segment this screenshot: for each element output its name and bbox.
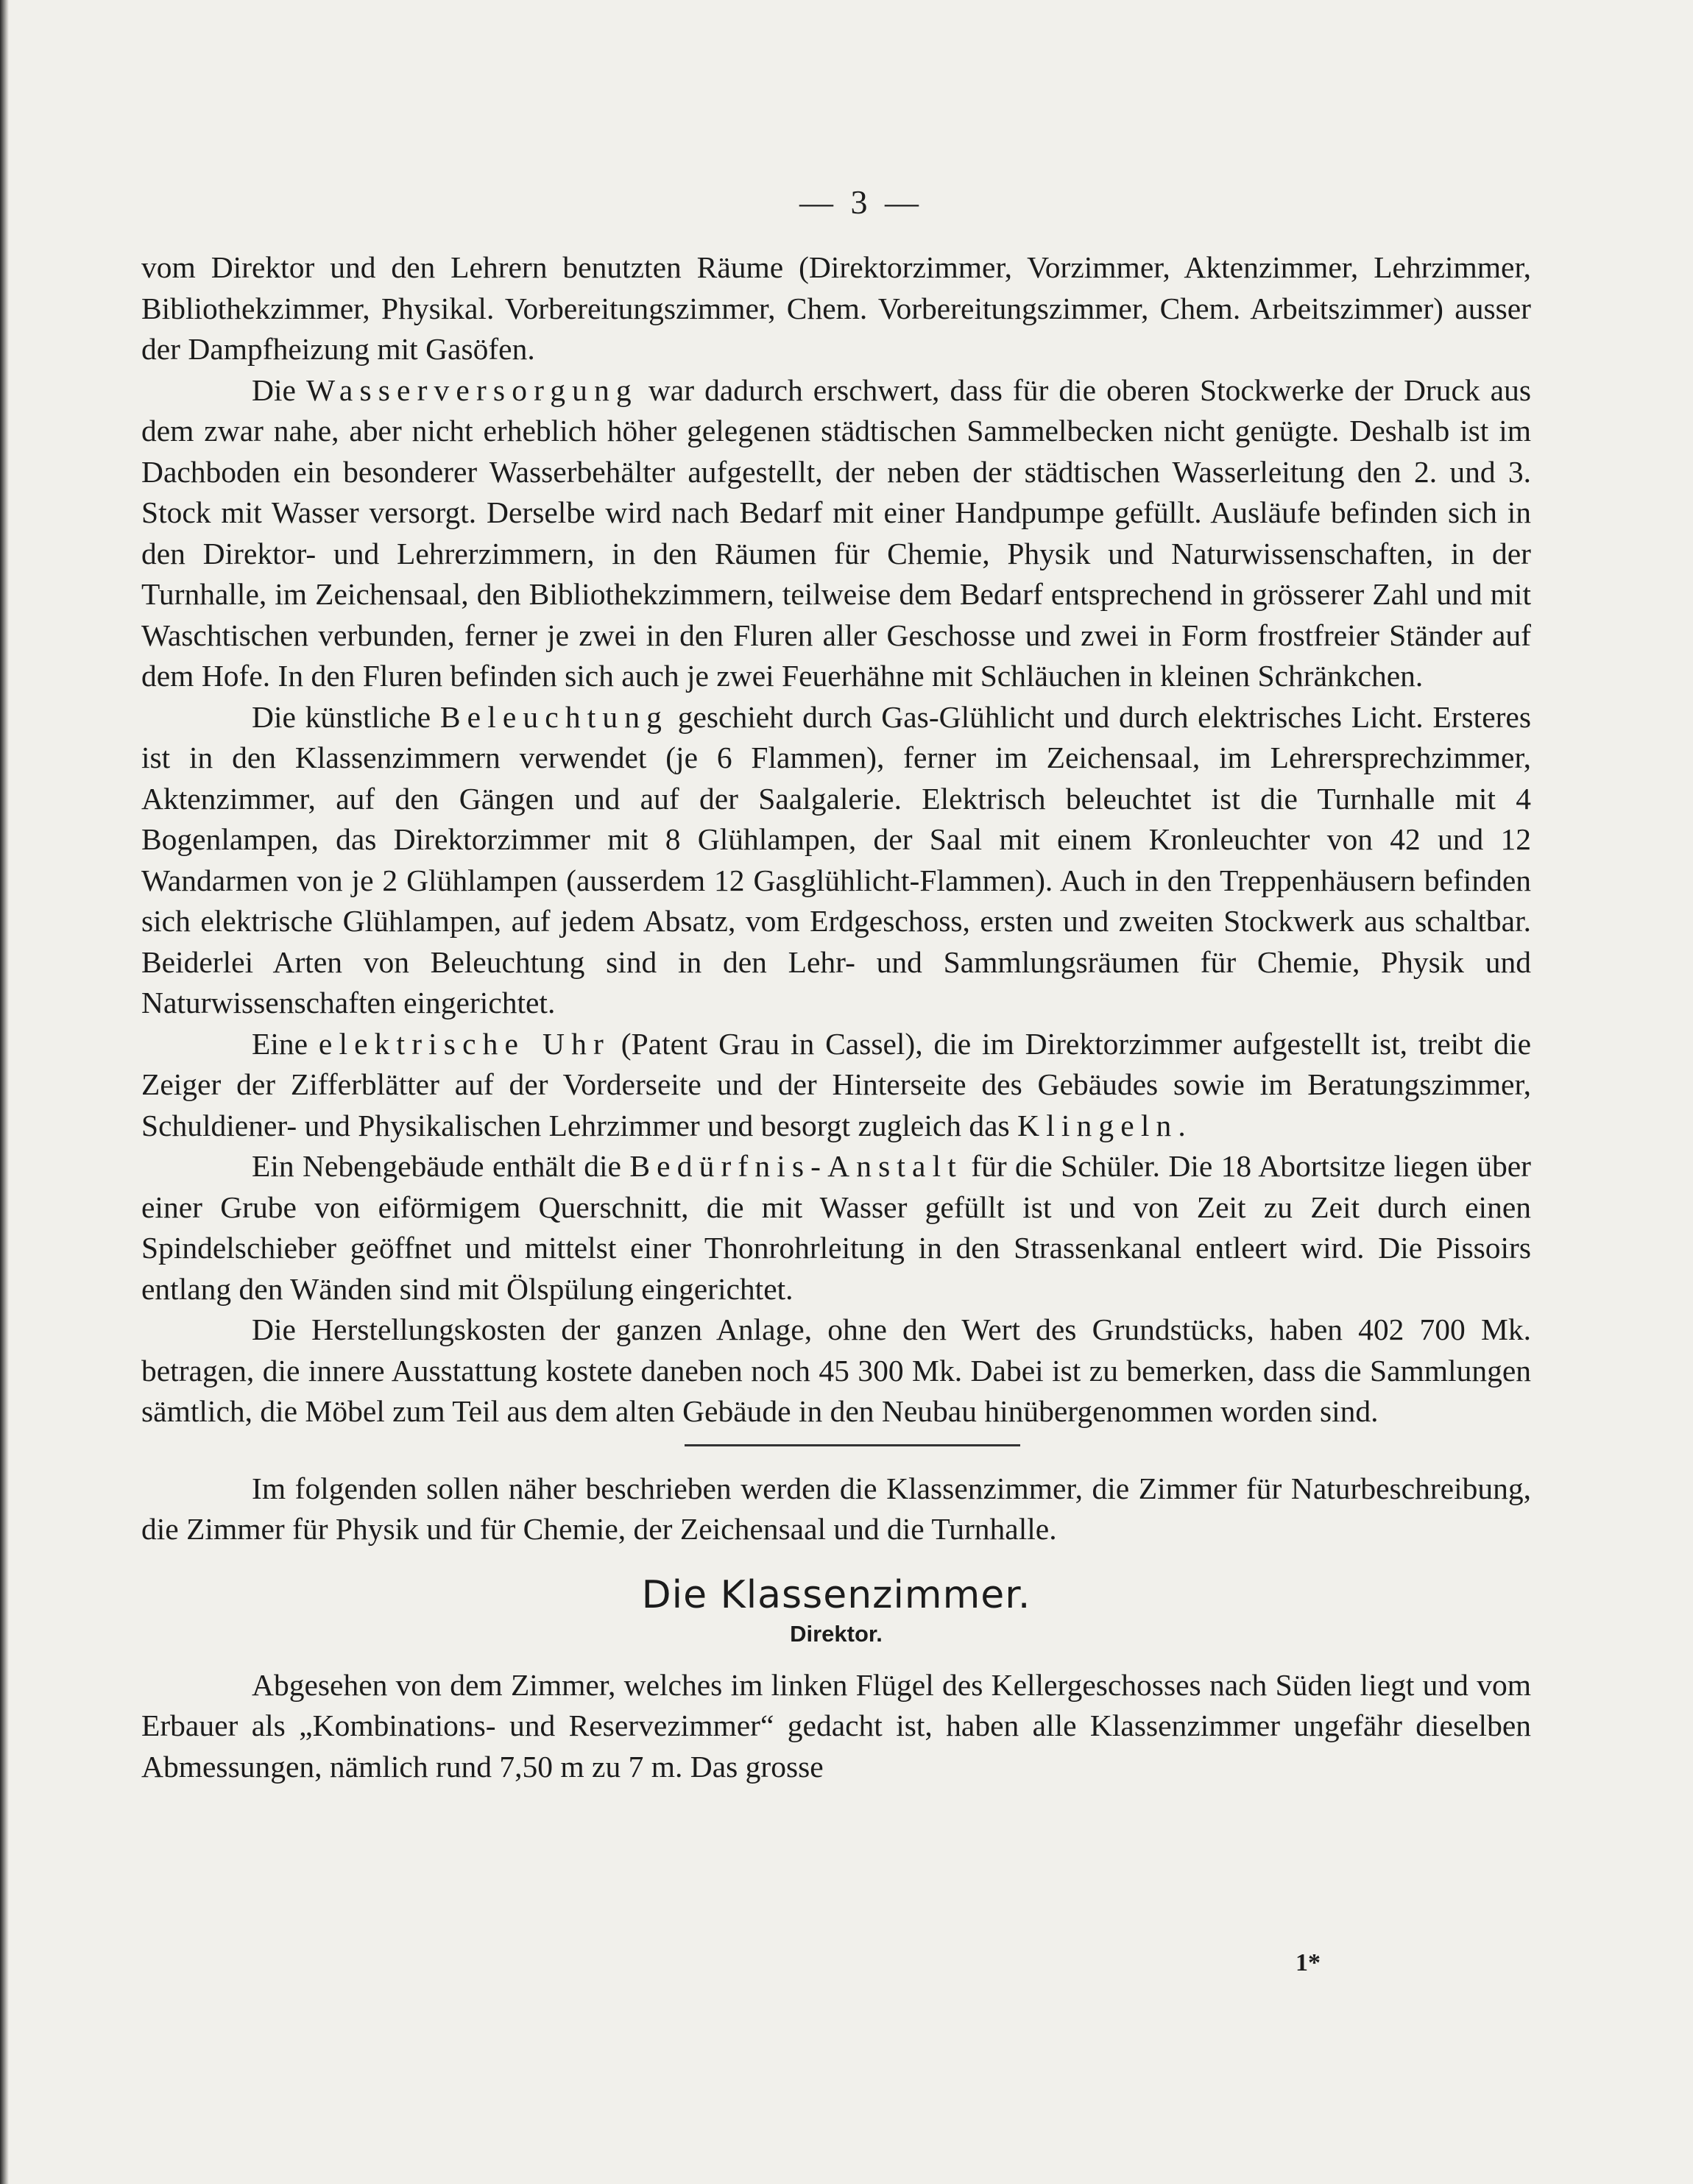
paragraph-lighting-lead: Die künstliche (252, 699, 440, 734)
paragraph-water-supply-lead: Die (252, 372, 306, 407)
paragraph-heating-end: vom Direktor und den Lehrern benutzten Räume (Direktorzimmer, Vorzimmer, Aktenzimmer, Lehrzimmer, Bibliothekzimmer, Physikal. Vorbereitungszimmer, Chem. Vorbereitungszimmer, Chem. Arbeitszimmer) ausser der Dampfheizung mit Gasöfen. (141, 250, 1531, 366)
paragraph-electric-clock (141, 1024, 1531, 1147)
section-author: Direktor. (790, 1620, 883, 1647)
signature-mark: 1* (1296, 1949, 1321, 1976)
paragraph-water-supply (141, 370, 1531, 697)
section-title: Die Klassenzimmer. (641, 1572, 1031, 1617)
paragraph-sanitary-lead: Ein Nebengebäude enthält die (252, 1149, 630, 1183)
term-wasserversorgung: Wasserversorgung (305, 372, 638, 407)
term-beleuchtung: Beleuchtung (439, 699, 669, 734)
page-number: — 3 — (799, 183, 923, 221)
paragraph-lighting-body: geschieht durch Gas-Glühlicht und durch elektrisches Licht. Ersteres ist in den Klassenzimmern verwendet (je 6 Flammen), ferner im Zeichensaal, im Lehrersprechzimmer, Aktenzimmer, auf den Gängen und auf der Saalgalerie. Elektrisch beleuchtet ist die Turnhalle mit 4 Bogenlampen, das Direktorzimmer mit 8 Glühlampen, der Saal mit einem Kronleuchter von 42 und 12 Wandarmen von je 2 Glühlampen (ausserdem 12 Gasglühlicht-Flammen). Auch in den Treppenhäusern befinden sich elektrische Glühlampen, auf jedem Absatz, vom Erdgeschoss, ersten und zweiten Stockwerk aus schaltbar. Beiderlei Arten von Beleuchtung sind in den Lehr- und Sammlungsräumen für Chemie, Physik und Naturwissenschaften eingerichtet. (141, 699, 1532, 1019)
paragraph-clock-body: (Patent Grau in Cassel), die im Direktorzimmer aufgestellt ist, treibt die Zeiger der Zifferblätter auf der Vorderseite und der Hinterseite des Gebäudes sowie im Beratungszimmer, Schuldiener- und Physikalischen Lehrzimmer und besorgt zugleich das (141, 1026, 1531, 1142)
term-elektrische-uhr: elektrische Uhr (318, 1026, 610, 1061)
section-divider (685, 1444, 1020, 1446)
paragraph-clock-lead: Eine (252, 1026, 319, 1061)
term-beduerfnis-anstalt: Bedürfnis-Anstalt (629, 1149, 963, 1183)
body-text (141, 247, 1531, 1787)
paragraph-sanitary-body: für die Schüler. Die 18 Abortsitze liegen über einer Grube von eiförmigem Querschnitt, die mit Wasser gefüllt ist und von Zeit zu Zeit durch einen Spindelschieber geöffnet und mittelst einer Thonrohrleitung in den Strassenkanal entleert wird. Die Pissoirs entlang den Wänden sind mit Ölspülung eingerichtet. (141, 1149, 1531, 1306)
paragraph-clock-end: . (1178, 1108, 1186, 1142)
paragraph-classrooms: Abgesehen von dem Zimmer, welches im linken Flügel des Kellergeschosses nach Süden liegt und vom Erbauer als „Kombinations- und Reservezimmer“ gedacht ist, haben alle Klassenzimmer ungefähr dieselben Abmessungen, nämlich rund 7,50 m zu 7 m. Das grosse (141, 1667, 1531, 1784)
paragraph-lighting (141, 697, 1531, 1024)
scan-edge (0, 0, 9, 2184)
term-klingeln: Klingeln (1017, 1108, 1178, 1142)
paragraph-sanitary (141, 1146, 1531, 1310)
paragraph-water-supply-body: war dadurch erschwert, dass für die oberen Stockwerke der Druck aus dem zwar nahe, aber nicht erheblich höher gelegenen städtischen Sammelbecken nicht genügte. Deshalb ist im Dachboden ein besonderer Wasserbehälter aufgestellt, der neben der städtischen Wasserleitung den 2. und 3. Stock mit Wasser versorgt. Derselbe wird nach Bedarf mit einer Handpumpe gefüllt. Ausläufe befinden sich in den Direktor- und Lehrerzimmern, in den Räumen für Chemie, Physik und Naturwissenschaften, in der Turnhalle, im Zeichensaal, den Bibliothekzimmern, teilweise dem Bedarf entsprechend in grösserer Zahl und mit Waschtischen verbunden, ferner je zwei in den Fluren aller Geschosse und zwei in Form frostfreier Ständer auf dem Hofe. In den Fluren befinden sich auch je zwei Feuerhähne mit Schläuchen in kleinen Schränkchen. (141, 372, 1531, 693)
paragraph-costs: Die Herstellungskosten der ganzen Anlage, ohne den Wert des Grundstücks, haben 402 700 Mk. betragen, die innere Ausstattung kostete daneben noch 45 300 Mk. Dabei ist zu bemerken, dass die Sammlungen sämtlich, die Möbel zum Teil aus dem alten Gebäude in den Neubau hinübergenommen worden sind. (141, 1312, 1531, 1428)
paragraph-overview: Im folgenden sollen näher beschrieben werden die Klassenzimmer, die Zimmer für Naturbeschreibung, die Zimmer für Physik und für Chemie, der Zeichensaal und die Turnhalle. (141, 1471, 1531, 1546)
